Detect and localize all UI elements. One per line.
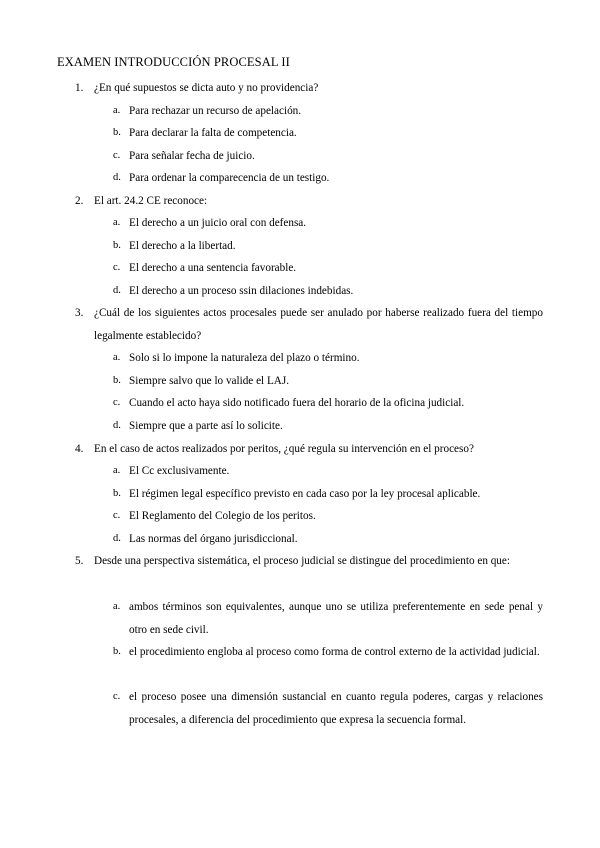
option-letter: a. bbox=[113, 601, 121, 612]
option-letter: b. bbox=[113, 127, 121, 138]
option-text: Cuando el acto haya sido notificado fuera del horario de la oficina judicial. bbox=[129, 397, 465, 409]
question-text: ¿Cuál de los siguientes actos procesales puede ser anulado por haberse realizado fuera del tiempo legalmente establecido? bbox=[94, 307, 543, 342]
option-text: El derecho a la libertad. bbox=[129, 240, 236, 252]
option-text: El derecho a un proceso ssin dilaciones indebidas. bbox=[129, 285, 354, 297]
option-text: el proceso posee una dimensión sustancial en cuanto regula poderes, cargas y relaciones procesales, a diferencia del procedimiento que expresa la secuencia formal. bbox=[129, 691, 543, 726]
option-text: Para señalar fecha de juicio. bbox=[129, 150, 255, 162]
option-5a bbox=[113, 596, 543, 641]
option-letter: a. bbox=[113, 465, 121, 476]
option-5b bbox=[113, 641, 543, 664]
option-letter: d. bbox=[113, 420, 121, 431]
question-text: ¿En qué supuestos se dicta auto y no providencia? bbox=[94, 82, 319, 94]
option-3c bbox=[113, 392, 543, 415]
option-text: el procedimiento engloba al proceso como forma de control externo de la actividad judicial. bbox=[129, 646, 540, 658]
question-4 bbox=[75, 438, 543, 461]
question-text: Desde una perspectiva sistemática, el proceso judicial se distingue del procedimiento en que: bbox=[94, 555, 510, 567]
option-5c bbox=[113, 686, 543, 731]
option-3d bbox=[113, 415, 543, 438]
question-number: 4. bbox=[75, 443, 84, 455]
option-letter: d. bbox=[113, 533, 121, 544]
option-letter: b. bbox=[113, 646, 121, 657]
question-number: 1. bbox=[75, 82, 84, 94]
option-4a bbox=[113, 460, 543, 483]
option-text: El derecho a una sentencia favorable. bbox=[129, 262, 297, 274]
question-2 bbox=[75, 190, 543, 213]
option-text: Siempre salvo que lo valide el LAJ. bbox=[129, 375, 290, 387]
question-number: 5. bbox=[75, 555, 84, 567]
option-text: ambos términos son equivalentes, aunque uno se utiliza preferentemente en sede penal y otro en sede civil. bbox=[129, 601, 543, 636]
option-text: Siempre que a parte así lo solicite. bbox=[129, 420, 283, 432]
option-text: Para declarar la falta de competencia. bbox=[129, 127, 297, 139]
option-4c bbox=[113, 505, 543, 528]
question-1 bbox=[75, 77, 543, 100]
option-text: El régimen legal específico previsto en cada caso por la ley procesal aplicable. bbox=[129, 488, 481, 500]
option-1a bbox=[113, 100, 543, 123]
question-3 bbox=[75, 302, 543, 347]
option-text: El derecho a un juicio oral con defensa. bbox=[129, 217, 307, 229]
option-letter: c. bbox=[113, 397, 121, 408]
option-1b bbox=[113, 122, 543, 145]
option-letter: c. bbox=[113, 150, 121, 161]
question-number: 2. bbox=[75, 195, 84, 207]
option-2d bbox=[113, 280, 543, 303]
option-letter: c. bbox=[113, 691, 121, 702]
option-text: Para ordenar la comparecencia de un testigo. bbox=[129, 172, 330, 184]
option-text: Solo si lo impone la naturaleza del plazo o término. bbox=[129, 352, 360, 364]
option-text: Para rechazar un recurso de apelación. bbox=[129, 105, 302, 117]
option-letter: b. bbox=[113, 375, 121, 386]
option-letter: d. bbox=[113, 172, 121, 183]
option-text: El Cc exclusivamente. bbox=[129, 465, 230, 477]
option-text: Las normas del órgano jurisdiccional. bbox=[129, 533, 298, 545]
option-letter: a. bbox=[113, 217, 121, 228]
option-letter: c. bbox=[113, 262, 121, 273]
option-1d bbox=[113, 167, 543, 190]
option-letter: b. bbox=[113, 240, 121, 251]
option-3a bbox=[113, 347, 543, 370]
exam-title: EXAMEN INTRODUCCIÓN PROCESAL II bbox=[57, 55, 290, 69]
option-2b bbox=[113, 235, 543, 258]
option-letter: d. bbox=[113, 285, 121, 296]
question-text: En el caso de actos realizados por peritos, ¿qué regula su intervención en el proceso? bbox=[94, 443, 474, 455]
option-4b bbox=[113, 483, 543, 506]
option-1c bbox=[113, 145, 543, 168]
option-letter: a. bbox=[113, 352, 121, 363]
option-3b bbox=[113, 370, 543, 393]
option-4d bbox=[113, 528, 543, 551]
option-letter: b. bbox=[113, 488, 121, 499]
question-text: El art. 24.2 CE reconoce: bbox=[94, 195, 208, 207]
option-text: El Reglamento del Colegio de los peritos. bbox=[129, 510, 316, 522]
option-letter: c. bbox=[113, 510, 121, 521]
option-letter: a. bbox=[113, 105, 121, 116]
question-number: 3. bbox=[75, 307, 84, 319]
option-2c bbox=[113, 257, 543, 280]
question-5 bbox=[75, 550, 543, 573]
option-2a bbox=[113, 212, 543, 235]
